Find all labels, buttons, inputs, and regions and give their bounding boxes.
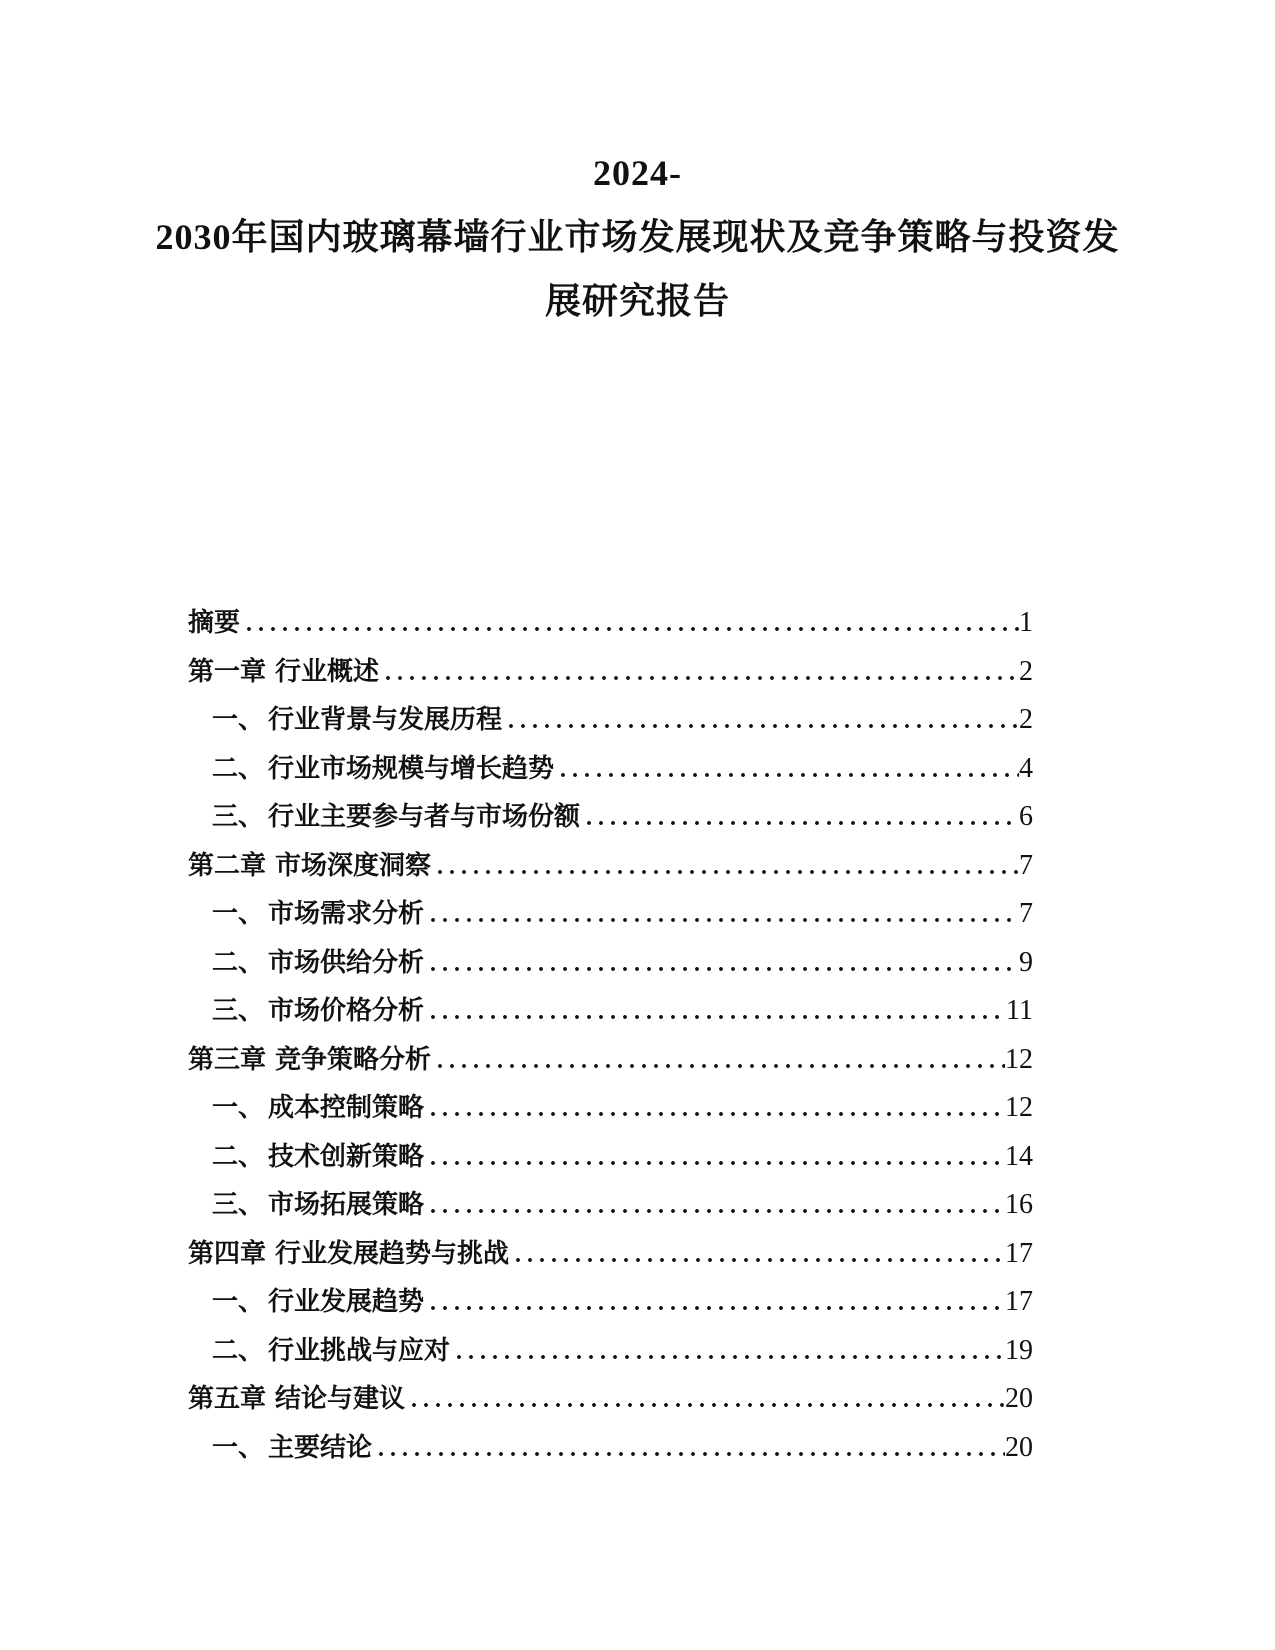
toc-entry-title: 成本控制策略 — [268, 1092, 425, 1122]
toc-dot-leader — [424, 940, 1019, 989]
toc-entry-page: 20 — [1005, 1431, 1033, 1463]
toc-entry-number: 二、 — [212, 752, 265, 783]
toc-dot-leader — [424, 1279, 1005, 1328]
toc-entry-number: 第二章 — [188, 849, 267, 880]
toc-dot-leader — [502, 697, 1019, 746]
toc-entry-title: 摘要 — [188, 607, 241, 637]
toc-entry-title: 行业发展趋势 — [268, 1286, 425, 1316]
toc-dot-leader — [450, 1328, 1005, 1377]
toc-entry-page: 17 — [1005, 1237, 1033, 1269]
toc-dot-leader — [431, 1037, 1005, 1086]
toc-dot-leader — [509, 1231, 1005, 1280]
toc-dot-leader — [424, 988, 1006, 1037]
toc-entry-number: 一、 — [212, 1431, 265, 1462]
toc-dot-leader — [424, 1182, 1005, 1231]
toc-entry[interactable] — [188, 841, 1033, 890]
toc-entry-number: 二、 — [212, 1334, 265, 1365]
toc-entry-title: 市场供给分析 — [268, 946, 425, 977]
toc-entry-title: 行业市场规模与增长趋势 — [268, 752, 555, 783]
toc-entry-number: 第一章 — [188, 655, 267, 686]
toc-entry[interactable] — [188, 1423, 1033, 1472]
toc-dot-leader — [424, 891, 1019, 940]
toc-entry-page: 1 — [1019, 607, 1033, 638]
toc-entry-page: 16 — [1005, 1189, 1033, 1220]
toc-entry-title: 市场拓展策略 — [268, 1189, 425, 1219]
toc-entry-page: 9 — [1019, 946, 1033, 978]
toc-entry[interactable] — [188, 889, 1033, 938]
toc-entry[interactable] — [188, 744, 1033, 793]
toc-entry-title: 行业概述 — [275, 655, 380, 686]
toc-entry-page: 11 — [1006, 995, 1033, 1026]
toc-entry-number: 一、 — [212, 898, 265, 928]
toc-entry-page: 6 — [1019, 801, 1033, 832]
toc-entry-title: 结论与建议 — [275, 1383, 406, 1413]
toc-entry-number: 二、 — [212, 946, 265, 977]
toc-entry[interactable] — [188, 1180, 1033, 1229]
toc-entry-number: 一、 — [212, 1092, 265, 1122]
toc-dot-leader — [405, 1376, 1005, 1425]
toc-dot-leader — [554, 746, 1019, 795]
toc-entry-title: 行业背景与发展历程 — [268, 704, 503, 734]
toc-entry-page: 2 — [1019, 704, 1033, 735]
report-title-line: 2024- — [593, 153, 682, 193]
toc-entry[interactable] — [188, 938, 1033, 987]
toc-entry-number: 第四章 — [188, 1237, 267, 1268]
toc-entry-number: 第五章 — [188, 1383, 267, 1413]
toc-entry[interactable] — [188, 695, 1033, 744]
toc-dot-leader — [424, 1085, 1005, 1134]
toc-entry-page: 2 — [1019, 655, 1033, 687]
toc-entry-page: 14 — [1005, 1140, 1033, 1172]
toc-entry-title: 行业发展趋势与挑战 — [275, 1237, 510, 1268]
toc-entry-title: 竞争策略分析 — [275, 1043, 432, 1074]
toc-entry[interactable] — [188, 1132, 1033, 1181]
toc-entry-page: 7 — [1019, 849, 1033, 881]
toc-entry[interactable] — [188, 1229, 1033, 1278]
toc-entry-title: 技术创新策略 — [268, 1140, 425, 1171]
toc-entry-number: 三、 — [212, 801, 265, 831]
toc-entry-title: 市场价格分析 — [268, 995, 425, 1025]
report-title — [0, 141, 1275, 333]
toc-entry[interactable] — [188, 1326, 1033, 1375]
toc-dot-leader — [240, 600, 1019, 649]
toc-dot-leader — [379, 649, 1019, 698]
toc-entry-title: 行业主要参与者与市场份额 — [268, 801, 581, 831]
toc-dot-leader — [580, 794, 1019, 843]
toc-entry-title: 行业挑战与应对 — [268, 1334, 451, 1365]
toc-entry[interactable] — [188, 1277, 1033, 1326]
toc-entry-page: 12 — [1005, 1043, 1033, 1075]
toc-entry-page: 20 — [1005, 1383, 1033, 1414]
toc-entry-page: 17 — [1005, 1286, 1033, 1317]
toc-entry[interactable] — [188, 792, 1033, 841]
report-title-line: 展研究报告 — [544, 281, 730, 321]
table-of-contents — [188, 598, 1033, 1471]
toc-entry-page: 12 — [1005, 1092, 1033, 1123]
toc-entry[interactable] — [188, 598, 1033, 647]
toc-entry[interactable] — [188, 1035, 1033, 1084]
toc-dot-leader — [424, 1134, 1005, 1183]
toc-entry-number: 一、 — [212, 1286, 265, 1316]
toc-entry[interactable] — [188, 647, 1033, 696]
report-title-line: 2030年国内玻璃幕墙行业市场发展现状及竞争策略与投资发 — [155, 217, 1120, 257]
toc-dot-leader — [372, 1425, 1005, 1474]
toc-entry-number: 第三章 — [188, 1043, 267, 1074]
toc-entry-number: 二、 — [212, 1140, 265, 1171]
toc-entry-page: 7 — [1019, 898, 1033, 929]
toc-entry-page: 19 — [1005, 1334, 1033, 1366]
toc-entry-number: 一、 — [212, 704, 265, 734]
toc-entry-title: 市场需求分析 — [268, 898, 425, 928]
toc-entry-title: 市场深度洞察 — [275, 849, 432, 880]
toc-entry[interactable] — [188, 1374, 1033, 1423]
toc-dot-leader — [431, 843, 1019, 892]
toc-entry-title: 主要结论 — [268, 1431, 373, 1462]
toc-entry[interactable] — [188, 1083, 1033, 1132]
toc-entry[interactable] — [188, 986, 1033, 1035]
toc-entry-number: 三、 — [212, 1189, 265, 1219]
toc-entry-page: 4 — [1019, 752, 1033, 784]
toc-entry-number: 三、 — [212, 995, 265, 1025]
